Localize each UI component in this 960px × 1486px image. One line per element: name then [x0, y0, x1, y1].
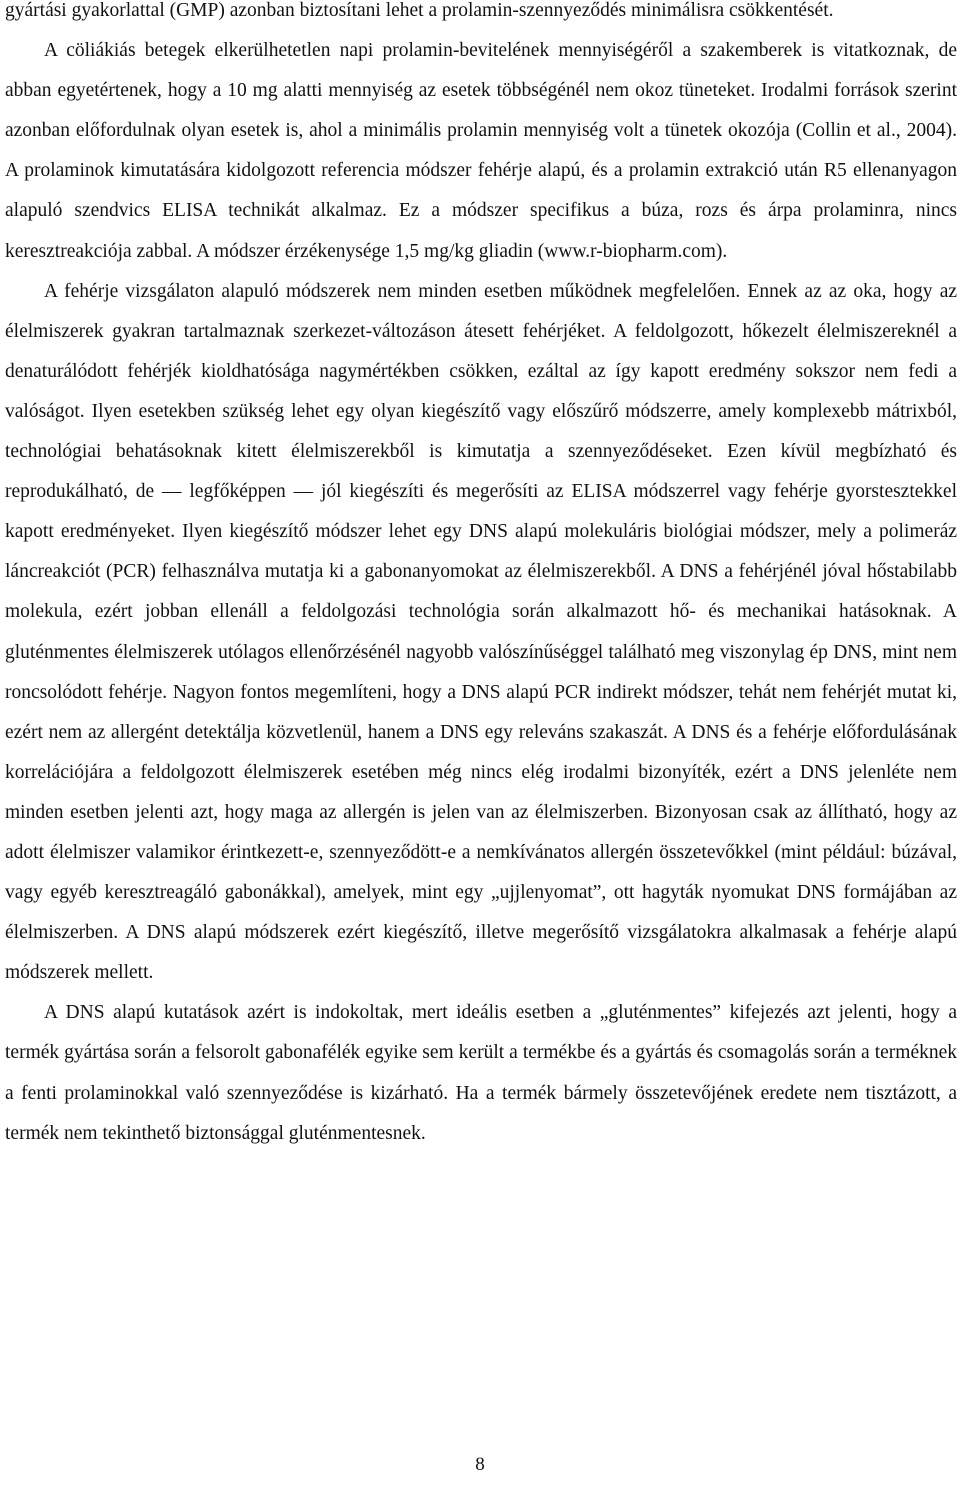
- paragraph-continuation: gyártási gyakorlattal (GMP) azonban biztosítani lehet a prolamin-szennyeződés minimálisra csökkentését.: [5, 0, 834, 21]
- paragraph-protein-methods: A fehérje vizsgálaton alapuló módszerek nem minden esetben működnek megfelelően. Ennek az az oka, hogy az élelmiszerek gyakran tartalmaznak szerkezet-változáson átesett fehérjéket. A feldolgozott, hőkezelt élelmiszereknél a denaturálódott fehérjék kioldhatósága nagymértékben csökken, ezáltal az így kapott eredmény sokszor nem fedi a valóságot. Ilyen esetekben szükség lehet egy olyan kiegészítő vagy előszűrő módszerre, amely komplexebb mátrixból, technológiai behatásoknak kitett élelmiszerekből is kimutatja a szennyeződéseket. Ezen kívül megbízható és reprodukálható, de — legfőképpen — jól kiegészíti és megerősíti az ELISA módszerrel vagy fehérje gyorstesztekkel kapott eredményeket. Ilyen kiegészítő módszer lehet egy DNS alapú molekuláris biológiai módszer, mely a polimeráz láncreakciót (PCR) felhasználva mutatja ki a gabonanyomokat az élelmiszerekből. A DNS a fehérjénél jóval hőstabilabb molekula, ezért jobban ellenáll a feldolgozási technológia során alkalmazott hő- és mechanikai hatásoknak. A gluténmentes élelmiszerek utólagos ellenőrzésénél nagyobb valószínűséggel található meg viszonylag ép DNS, mint nem roncsolódott fehérje. Nagyon fontos megemlíteni, hogy a DNS alapú PCR indirekt módszer, tehát nem fehérjét mutat ki, ezért nem az allergént detektálja közvetlenül, hanem a DNS egy releváns szakaszát. A DNS és a fehérje előfordulásának korrelációjára a feldolgozott élelmiszerek esetében még nincs elég irodalmi bizonyíték, ezért a DNS jelenléte nem minden esetben jelenti azt, hogy maga az allergén is jelen van az élelmiszerben. Bizonyosan csak az állítható, hogy az adott élelmiszer valamikor érintkezett-e, szennyeződött-e a nemkívánatos allergén összetevőkkel (mint például: búzával, vagy egyéb keresztreagáló gabonákkal), amelyek, mint egy „ujjlenyomat”, ott hagyták nyomukat DNS formájában az élelmiszerben. A DNS alapú módszerek ezért kiegészítő, illetve megerősítő vizsgálatokra alkalmasak a fehérje alapú módszerek mellett.: [5, 280, 957, 984]
- page-number: 8: [475, 1454, 485, 1475]
- paragraph-celiac-intake: A cöliákiás betegek elkerülhetetlen napi prolamin-bevitelének mennyiségéről a szakemberek is vitatkoznak, de abban egyetértenek, hogy a 10 mg alatti mennyiség az esetek többségénél nem okoz tüneteket. Irodalmi források szerint azonban előfordulnak olyan esetek is, ahol a minimális prolamin mennyiség volt a tünetek okozója (Collin et al., 2004). A prolaminok kimutatására kidolgozott referencia módszer fehérje alapú, és a prolamin extrakció után R5 ellenanyagon alapuló szendvics ELISA technikát alkalmaz. Ez a módszer specifikus a búza, rozs és árpa prolaminra, nincs keresztreakciója zabbal. A módszer érzékenysége 1,5 mg/kg gliadin (www.r-biopharm.com).: [5, 40, 957, 262]
- document-page: [5, 0, 957, 1154]
- paragraph-dna-research: A DNS alapú kutatások azért is indokoltak, mert ideális esetben a „gluténmentes” kifejezés azt jelenti, hogy a termék gyártása során a felsorolt gabonafélék egyike sem került a termékbe és a gyártás és csomagolás során a terméknek a fenti prolaminokkal való szennyeződése is kizárható. Ha a termék bármely összetevőjének eredete nem tisztázott, a termék nem tekinthető biztonsággal gluténmentesnek.: [5, 1002, 957, 1144]
